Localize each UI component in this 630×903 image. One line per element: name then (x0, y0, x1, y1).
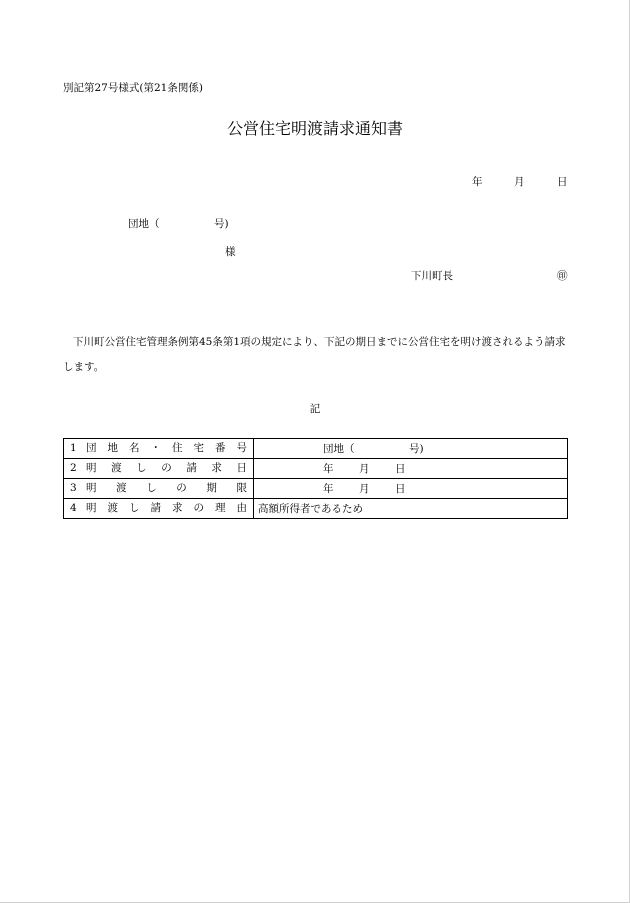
ki-heading: 記 (309, 403, 321, 415)
row-number: 4 (70, 502, 77, 515)
row-number: 3 (70, 482, 77, 495)
row-label-cell (64, 479, 254, 499)
table-row (64, 459, 568, 479)
table-row (64, 479, 568, 499)
body-paragraph: 下川町公営住宅管理条例第45条第1項の規定により、下記の期日までに公営住宅を明け渡されるよう請求します。 (63, 336, 566, 373)
date-year: 年 (472, 176, 483, 188)
row-value-year: 年 (323, 483, 334, 495)
row-value-reason: 高額所得者であるため (258, 503, 363, 515)
document-title: 公営住宅明渡請求通知書 (226, 119, 403, 138)
row-label-cell (64, 499, 254, 519)
addressee-number: 号) (214, 218, 229, 230)
row-number: 2 (70, 462, 77, 475)
row-value-cell (254, 439, 568, 459)
row-label: 明 渡 し 請 求 の 理 由 (86, 502, 247, 515)
row-label-cell (64, 439, 254, 459)
row-label-cell (64, 459, 254, 479)
row-value-year: 年 (323, 463, 334, 475)
details-table (63, 438, 568, 519)
form-number: 別記第27号様式(第21条関係) (63, 82, 203, 94)
row-number: 1 (70, 442, 77, 455)
sender-mayor: 下川町長 (411, 270, 453, 282)
date-day: 日 (557, 176, 568, 188)
addressee-estate: 団地（ (128, 218, 160, 230)
row-label: 明 渡 し の 請 求 日 (86, 462, 247, 475)
date-month: 月 (514, 176, 525, 188)
row-value-cell (254, 479, 568, 499)
row-value-day: 日 (395, 483, 406, 495)
row-value-cell (254, 499, 568, 519)
row-value-number: 号) (409, 443, 424, 455)
row-value-month: 月 (359, 483, 370, 495)
seal-mark: ㊞ (557, 270, 568, 282)
addressee-honorific: 様 (225, 246, 236, 258)
row-value-month: 月 (359, 463, 370, 475)
row-label: 団 地 名 ・ 住 宅 番 号 (86, 442, 247, 455)
row-value-estate: 団地（ (323, 443, 355, 455)
row-value-day: 日 (395, 463, 406, 475)
table-row (64, 439, 568, 459)
row-value-cell (254, 459, 568, 479)
row-label: 明 渡 し の 期 限 (86, 482, 247, 495)
table-row (64, 499, 568, 519)
